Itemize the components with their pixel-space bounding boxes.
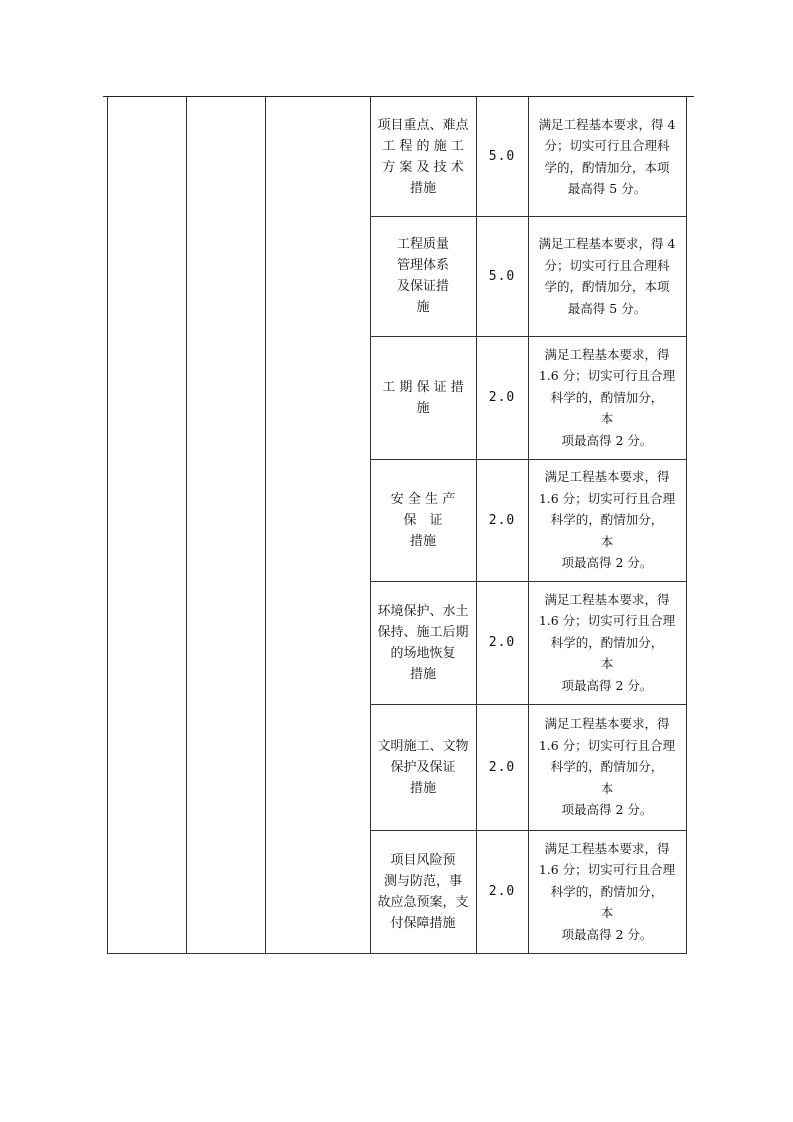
table-border-right: [686, 97, 687, 954]
table-row-item: 项目重点、难点 工 程 的 施 工 方 案 及 技 术 措施: [377, 117, 469, 196]
scoring-table: [107, 97, 686, 954]
column-divider: [186, 97, 187, 954]
table-row-criteria: 满足工程基本要求，得 1.6 分；切实可行且合理 科学的，酌情加分， 本 项最高得 2 分。: [538, 469, 676, 571]
table-row-score: 2.0: [488, 759, 516, 775]
table-row-score: 2.0: [488, 390, 516, 405]
table-row-score: 2.0: [488, 635, 516, 650]
table-row-criteria: 满足工程基本要求，得 1.6 分；切实可行且合理 科学的，酌情加分， 本 项最高得 2 分。: [538, 840, 676, 942]
table-row-criteria: 满足工程基本要求，得 1.6 分；切实可行且合理 科学的，酌情加分， 本 项最高得 2 分。: [538, 591, 676, 693]
table-row-item: 文明施工、文物 保护及保证 措施: [377, 738, 469, 796]
table-row-score: 2.0: [488, 884, 516, 899]
table-border-bottom: [107, 953, 686, 954]
table-row-score: 2.0: [488, 512, 516, 528]
table-row-item: 安 全 生 产 保 证 措施: [390, 491, 456, 549]
table-row-item: 环境保护、水土 保持、施工后期 的场地恢复 措施: [377, 603, 469, 682]
table-border-left: [107, 97, 108, 954]
table-row-score: 5.0: [488, 149, 516, 164]
column-divider: [265, 97, 266, 954]
table-row-criteria: 满足工程基本要求，得 1.6 分；切实可行且合理 科学的，酌情加分， 本 项最高得 2 分。: [538, 716, 676, 818]
table-row-item: 工程质量 管理体系 及保证措 施: [396, 237, 449, 315]
table-row-criteria: 满足工程基本要求，得 4 分；切实可行且合理科 学的，酌情加分，本项 最高得 5 分。: [538, 236, 676, 316]
table-row-score: 5.0: [488, 268, 516, 284]
table-row-item: 项目风险预 测与防范，事 故应急预案，支 付保障措施: [377, 852, 469, 931]
table-row-item: 工 期 保 证 措 施: [382, 379, 464, 416]
table-row-criteria: 满足工程基本要求，得 4 分；切实可行且合理科 学的，酌情加分，本项 最高得 5 分。: [538, 116, 676, 196]
table-row-criteria: 满足工程基本要求，得 1.6 分；切实可行且合理 科学的，酌情加分， 本 项最高得 2 分。: [538, 346, 676, 448]
